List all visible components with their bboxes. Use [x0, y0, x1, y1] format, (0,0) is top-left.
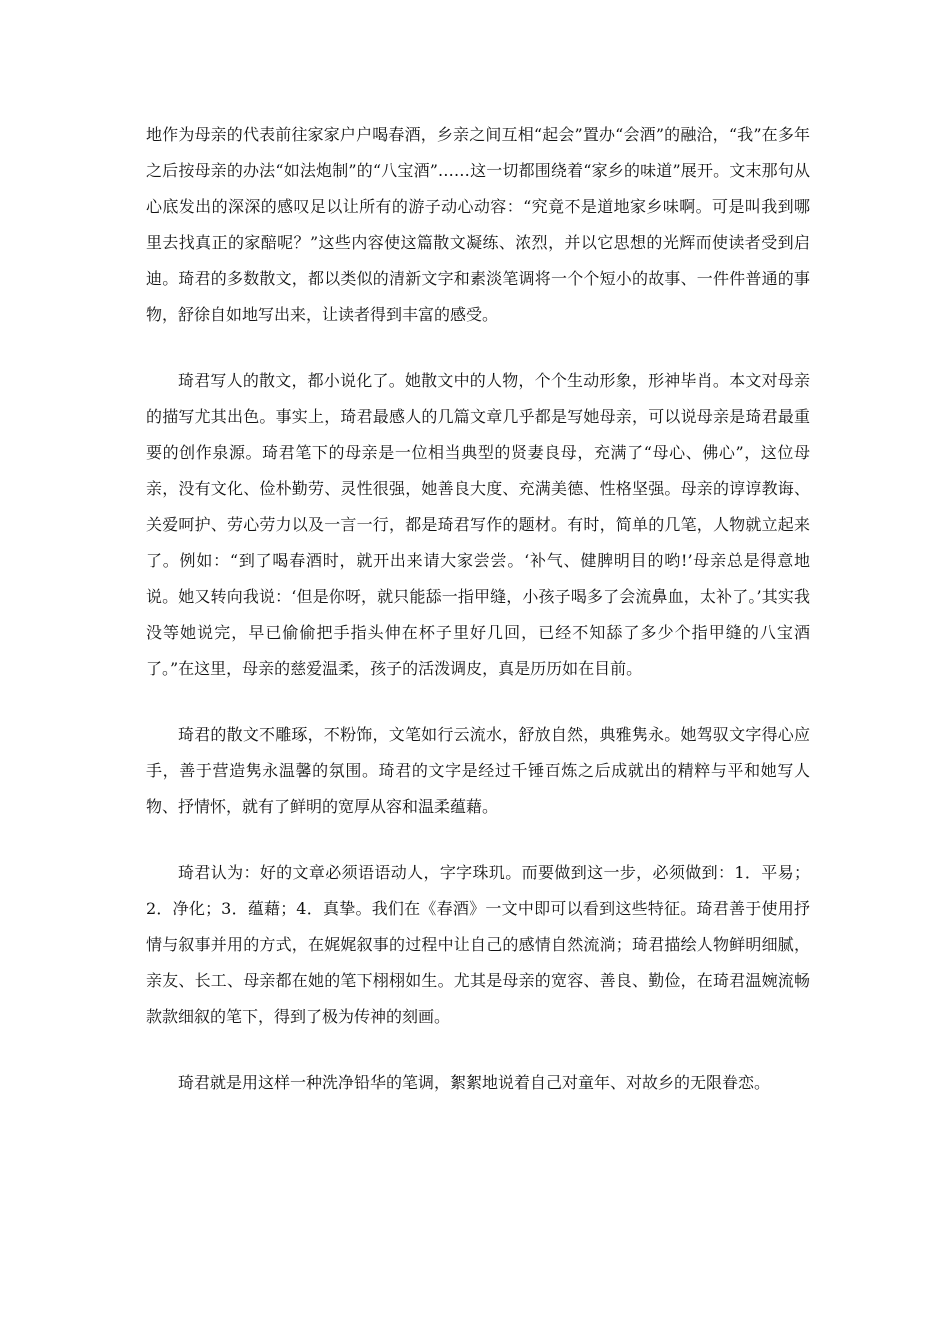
paragraph-continuation: 地作为母亲的代表前往家家户户喝春酒，乡亲之间互相“起会”置办“会酒”的融洽，“我”在多年之后按母亲的办法“如法炮制”的“八宝酒”……这一切都围绕着“家乡的味道”展开。文末那句从心底发出的深深的感叹足以让所有的游子动心动容：“究竟不是道地家乡味啊。可是叫我到哪里去找真正的家醅呢？”这些内容使这篇散文凝练、浓烈，并以它思想的光辉而使读者受到启迪。琦君的多数散文，都以类似的清新文字和素淡笔调将一个个短小的故事、一件件普通的事物，舒徐自如地写出来，让读者得到丰富的感受。	[146, 125, 810, 324]
paragraph-good-writing: 琦君认为：好的文章必须语语动人，字字珠玑。而要做到这一步，必须做到：1．平易；2．净化；3．蕴藉；4．真挚。我们在《春酒》一文中即可以看到这些特征。琦君善于使用抒情与叙事并用的方式，在娓娓叙事的过程中让自己的感情自然流淌；琦君描绘人物鲜明细腻，亲友、长工、母亲都在她的笔下栩栩如生。尤其是母亲的宽容、善良、勤俭，在琦君温婉流畅款款细叙的笔下，得到了极为传神的刻画。	[146, 863, 810, 1026]
paragraph-conclusion: 琦君就是用这样一种洗净铅华的笔调，絮絮地说着自己对童年、对故乡的无限眷恋。	[178, 1073, 771, 1092]
paragraph-writing-style: 琦君的散文不雕琢，不粉饰，文笔如行云流水，舒放自然，典雅隽永。她驾驭文字得心应手，善于营造隽永温馨的氛围。琦君的文字是经过千锤百炼之后成就出的精粹与平和她写人物、抒情怀，就有了鲜明的宽厚从容和温柔蕴藉。	[146, 725, 810, 816]
document-page	[146, 117, 810, 1101]
paragraph-mother-portrayal: 琦君写人的散文，都小说化了。她散文中的人物，个个生动形象，形神毕肖。本文对母亲的描写尤其出色。事实上，琦君最感人的几篇文章几乎都是写她母亲，可以说母亲是琦君最重要的创作泉源。琦君笔下的母亲是一位相当典型的贤妻良母，充满了“母心、佛心”，这位母亲，没有文化、俭朴勤劳、灵性很强，她善良大度、充满美德、性格坚强。母亲的谆谆教诲、关爱呵护、劳心劳力以及一言一行，都是琦君写作的题材。有时，简单的几笔，人物就立起来了。例如：“到了喝春酒时，就开出来请大家尝尝。‘补气、健脾明目的哟!’母亲总是得意地说。她又转向我说：‘但是你呀，就只能舔一指甲缝，小孩子喝多了会流鼻血，太补了。’其实我没等她说完，早已偷偷把手指头伸在杯子里好几回，已经不知舔了多少个指甲缝的八宝酒了。”在这里，母亲的慈爱温柔，孩子的活泼调皮，真是历历如在目前。	[146, 371, 810, 678]
